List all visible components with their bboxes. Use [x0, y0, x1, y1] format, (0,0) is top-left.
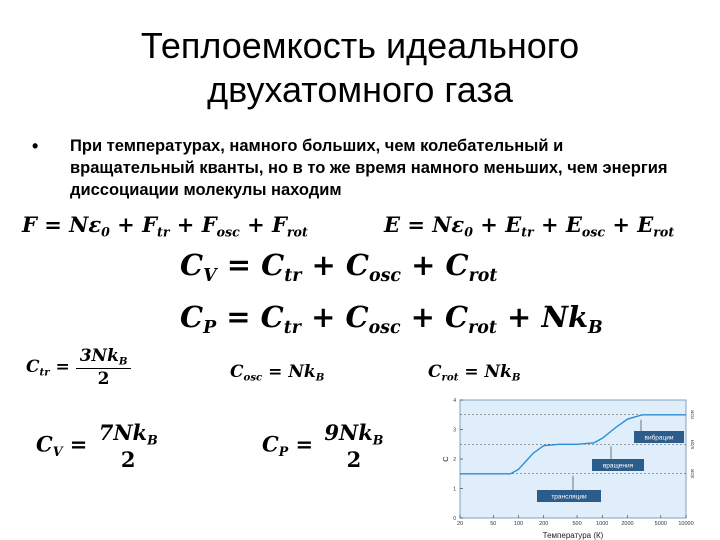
annotation-label: трансляции [551, 493, 587, 501]
eq-cpf-denominator: 2 [346, 447, 362, 473]
eq-e-lhs: E [384, 212, 401, 237]
eq-cpf-fraction [320, 420, 387, 472]
eq-cosc-rhs: Nk [288, 362, 316, 382]
equation-crot [428, 362, 520, 384]
eq-ctr-numerator [76, 346, 132, 369]
eq-f-plus1: + [109, 212, 143, 237]
eq-f-s2: tr [157, 224, 170, 240]
bullet-paragraph [32, 135, 682, 201]
equation-cv-value [36, 420, 162, 472]
eq-cvf-num: 7Nk [98, 420, 148, 445]
eq-f-t2: F [142, 212, 158, 237]
eq-cv-plus1: + [301, 248, 346, 282]
eq-e-equals: = [400, 212, 433, 237]
x-tick-label: 50 [490, 521, 497, 527]
eq-cvf-denominator: 2 [120, 447, 136, 473]
eq-cv-s3: rot [468, 266, 498, 287]
eq-cosc-lhs: C [230, 362, 244, 382]
eq-f-plus3: + [239, 212, 272, 237]
y-tick-label: 2 [453, 457, 456, 463]
eq-f-s3: osc [216, 224, 240, 240]
heat-capacity-chart [428, 392, 720, 540]
eq-e-t3: E [565, 212, 582, 237]
eq-f-plus2: + [169, 212, 202, 237]
equation-free-energy [22, 212, 308, 239]
eq-e-t2: E [505, 212, 522, 237]
eq-cpf-num: 9Nk [324, 420, 373, 445]
eq-cv-t1: C [261, 248, 285, 282]
annotation-label: вращения [602, 462, 634, 470]
eq-ctr-equals: = [49, 356, 76, 377]
x-tick-label: 1000 [596, 521, 609, 527]
eq-f-t4: F [272, 212, 287, 237]
eq-f-t3: F [201, 212, 217, 237]
eq-cpf-equals: = [288, 431, 321, 457]
eq-cp-plus3: + [496, 300, 542, 334]
eq-cpf-lhs: C [262, 431, 279, 457]
eq-crot-rhs: Nk [484, 362, 512, 382]
eq-cpf-ls: P [278, 444, 289, 460]
eq-f-s4: rot [286, 224, 308, 240]
title-line-2: двухатомного газа [207, 69, 513, 110]
y-tick-label: 3 [453, 427, 456, 434]
eq-cv-s1: tr [284, 266, 302, 287]
eq-cp-equals: = [216, 300, 261, 334]
eq-ctr-ns: B [118, 355, 128, 368]
eq-cp-s2: osc [368, 318, 401, 339]
eq-ctr-num: 3Nk [79, 346, 119, 366]
eq-cvf-numerator [95, 420, 162, 447]
x-axis-label: Температура (К) [542, 531, 604, 540]
eq-cp-ls: P [203, 318, 217, 339]
equation-ctr [26, 346, 131, 389]
eq-ctr-lhs: C [26, 356, 40, 377]
eq-ctr-ls: tr [39, 366, 50, 379]
eq-cosc-rs: B [315, 371, 325, 384]
slide-title [0, 24, 720, 112]
eq-cp-s4: B [588, 318, 603, 339]
equation-cp-value [262, 420, 387, 472]
eq-cp-t1: C [260, 300, 284, 334]
eq-cosc-ls: osc [243, 371, 263, 384]
y-tick-label: 1 [453, 486, 456, 493]
x-tick-label: 200 [539, 521, 549, 527]
eq-f-s1: 0 [101, 224, 110, 240]
eq-e-s2: tr [521, 224, 534, 240]
y-tick-label: 4 [453, 398, 456, 404]
eq-e-plus1: + [472, 212, 506, 237]
eq-e-s3: osc [581, 224, 606, 240]
equation-energy [384, 212, 674, 239]
eq-e-plus3: + [605, 212, 638, 237]
eq-cpf-ns: B [372, 432, 384, 448]
eq-cosc-equals: = [262, 362, 289, 382]
eq-cp-s1: tr [283, 318, 301, 339]
right-tick-label: 7/2R [690, 409, 695, 420]
eq-f-t1: Nε [69, 212, 102, 237]
eq-e-t1: Nε [432, 212, 465, 237]
x-tick-label: 5000 [654, 521, 667, 527]
eq-ctr-denominator: 2 [97, 368, 110, 389]
right-tick-label: 3/2R [690, 468, 695, 479]
eq-ctr-fraction [76, 346, 132, 389]
eq-cvf-ls: V [52, 444, 63, 460]
right-tick-label: 5/2R [690, 439, 695, 450]
eq-cpf-numerator [320, 420, 387, 447]
bullet-marker: • [32, 136, 39, 156]
eq-cvf-ns: B [147, 432, 158, 448]
y-axis-label: C [441, 456, 450, 462]
x-tick-label: 10000 [678, 521, 694, 527]
eq-e-s1: 0 [464, 224, 473, 240]
eq-cv-t2: C [345, 248, 369, 282]
x-tick-label: 2000 [621, 521, 634, 527]
eq-cvf-fraction [95, 420, 162, 472]
eq-cp-plus1: + [300, 300, 346, 334]
x-tick-label: 500 [572, 521, 582, 527]
eq-crot-equals: = [458, 362, 485, 382]
eq-cv-s2: osc [368, 266, 401, 287]
eq-crot-lhs: C [428, 362, 442, 382]
x-tick-label: 20 [456, 521, 464, 527]
eq-cv-lhs: C [180, 248, 204, 282]
eq-cp-s3: rot [468, 318, 497, 339]
equation-cosc [230, 362, 324, 384]
eq-e-t4: E [637, 212, 654, 237]
x-tick-label: 100 [513, 521, 524, 527]
eq-f-equals: = [36, 212, 70, 237]
title-line-1: Теплоемкость идеального [140, 25, 580, 66]
equation-cp-sum [180, 300, 603, 338]
y-tick-label: 0 [453, 516, 456, 522]
eq-cp-lhs: C [180, 300, 204, 334]
eq-cv-t3: C [445, 248, 469, 282]
eq-cv-plus2: + [400, 248, 446, 282]
eq-cv-ls: V [203, 266, 217, 287]
eq-cp-t3: C [445, 300, 469, 334]
eq-crot-ls: rot [441, 371, 459, 384]
eq-cvf-equals: = [62, 431, 95, 457]
annotation-label: вибрации [644, 434, 674, 442]
eq-e-s4: rot [653, 224, 675, 240]
equation-cv-sum [180, 248, 497, 286]
eq-cv-equals: = [216, 248, 262, 282]
eq-cvf-lhs: C [36, 431, 53, 457]
eq-f-lhs: F [22, 212, 37, 237]
eq-cp-t2: C [345, 300, 369, 334]
eq-crot-rs: B [511, 371, 521, 384]
eq-cp-t4: Nk [541, 300, 589, 334]
bullet-text: При температурах, намного больших, чем колебательный и вращательный кванты, но в то же время намного меньших, чем энергия диссоциации молекулы находим [70, 137, 668, 199]
eq-e-plus2: + [533, 212, 566, 237]
eq-cp-plus2: + [400, 300, 446, 334]
